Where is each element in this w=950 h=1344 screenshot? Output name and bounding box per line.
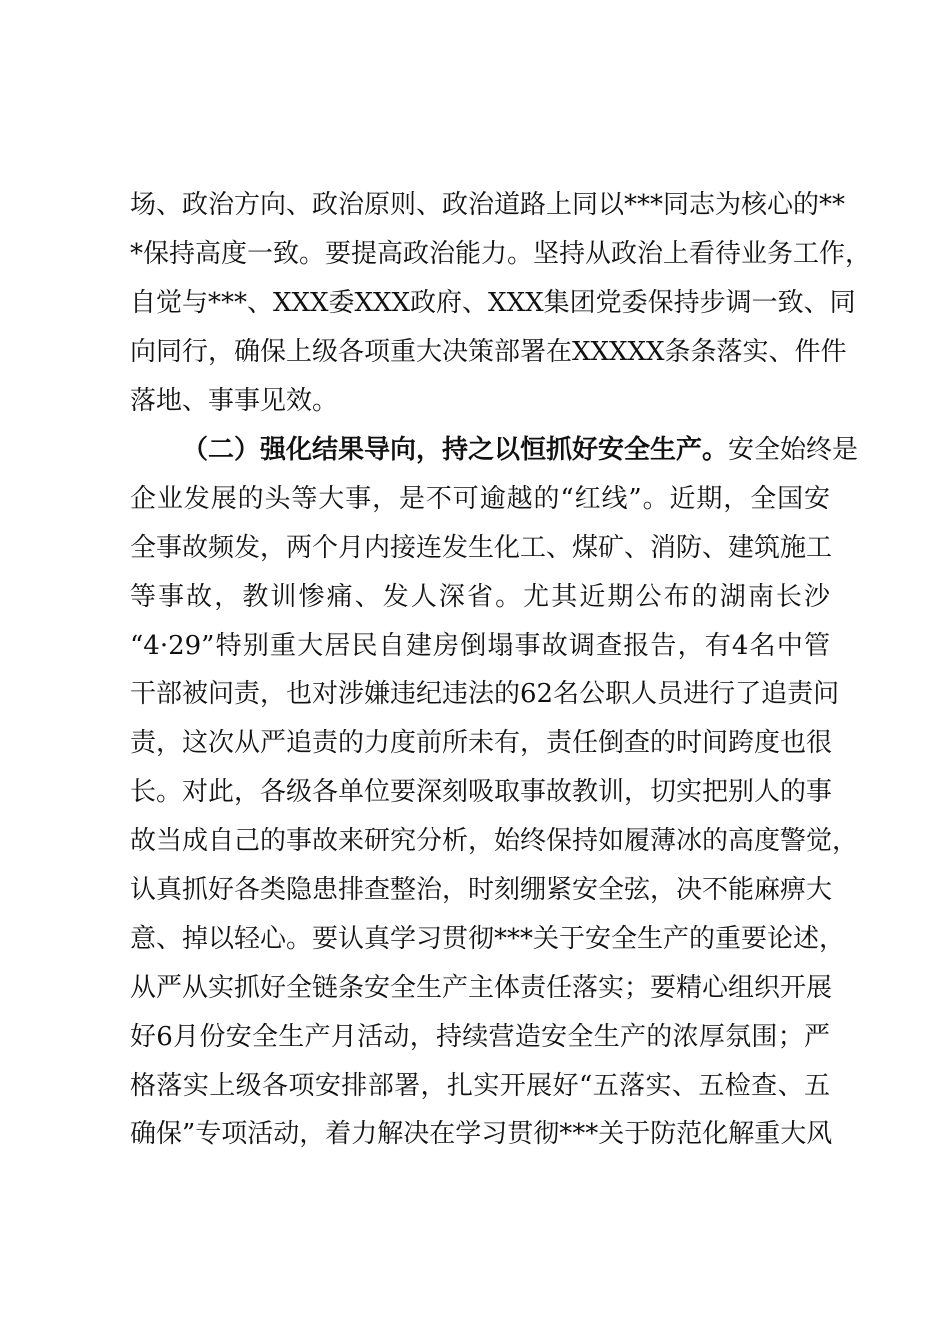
text-line: 全事故频发，两个月内接连发生化工、煤矿、消防、建筑施工: [130, 532, 833, 563]
text-line: “4·29”特别重大居民自建房倒塌事故调查报告，有4名中管: [130, 630, 830, 661]
text-line: 场、政治方向、政治原则、政治道路上同以***同志为核心的**: [130, 190, 846, 220]
text-line: 向同行，确保上级各项重大决策部署在XXXXX条条落实、件件: [130, 336, 847, 367]
text-line: 确保”专项活动，着力解决在学习贯彻***关于防范化解重大风: [130, 1119, 833, 1150]
text-line: 格落实上级各项安排部署，扎实开展好“五落实、五检查、五: [130, 1070, 830, 1101]
text-line: 从严从实抓好全链条安全生产主体责任落实；要精心组织开展: [130, 972, 833, 1003]
section-heading: （二）强化结果导向，持之以恒抓好安全生产。: [182, 435, 729, 465]
text-line: 企业发展的头等大事，是不可逾越的“红线”。近期，全国安: [130, 483, 830, 514]
text-line: 自觉与***、XXX委XXX政府、XXX集团党委保持步调一致、同: [130, 287, 856, 318]
text-line: 认真抓好各类隐患排查整治，时刻绷紧安全弦，决不能麻痹大: [130, 875, 833, 906]
paragraph-safety-production: [130, 426, 859, 1159]
text-line: 责，这次从严追责的力度前所未有，责任倒查的时间跨度也很: [130, 728, 833, 759]
text-line: 等事故，教训惨痛、发人深省。尤其近期公布的湖南长沙: [130, 581, 830, 612]
text-line: 落地、事事见效。: [130, 385, 339, 416]
text-line: 意、掉以轻心。要认真学习贯彻***关于安全生产的重要论述，: [130, 923, 846, 954]
text-line: 好6月份安全生产月活动，持续营造安全生产的浓厚氛围；严: [130, 1021, 830, 1052]
paragraph-political-alignment: [130, 181, 872, 425]
text-line: 故当成自己的事故来研究分析，始终保持如履薄冰的高度警觉，: [130, 826, 859, 857]
heading-line: [130, 426, 859, 475]
text-line: *保持高度一致。要提高政治能力。坚持从政治上看待业务工作，: [130, 238, 872, 269]
text-line: 长。对此，各级各单位要深刻吸取事故教训，切实把别人的事: [130, 777, 833, 808]
heading-line-rest: 安全始终是: [728, 435, 859, 465]
text-line: 干部被问责，也对涉嫌违纪违法的62名公职人员进行了追责问: [130, 679, 840, 710]
